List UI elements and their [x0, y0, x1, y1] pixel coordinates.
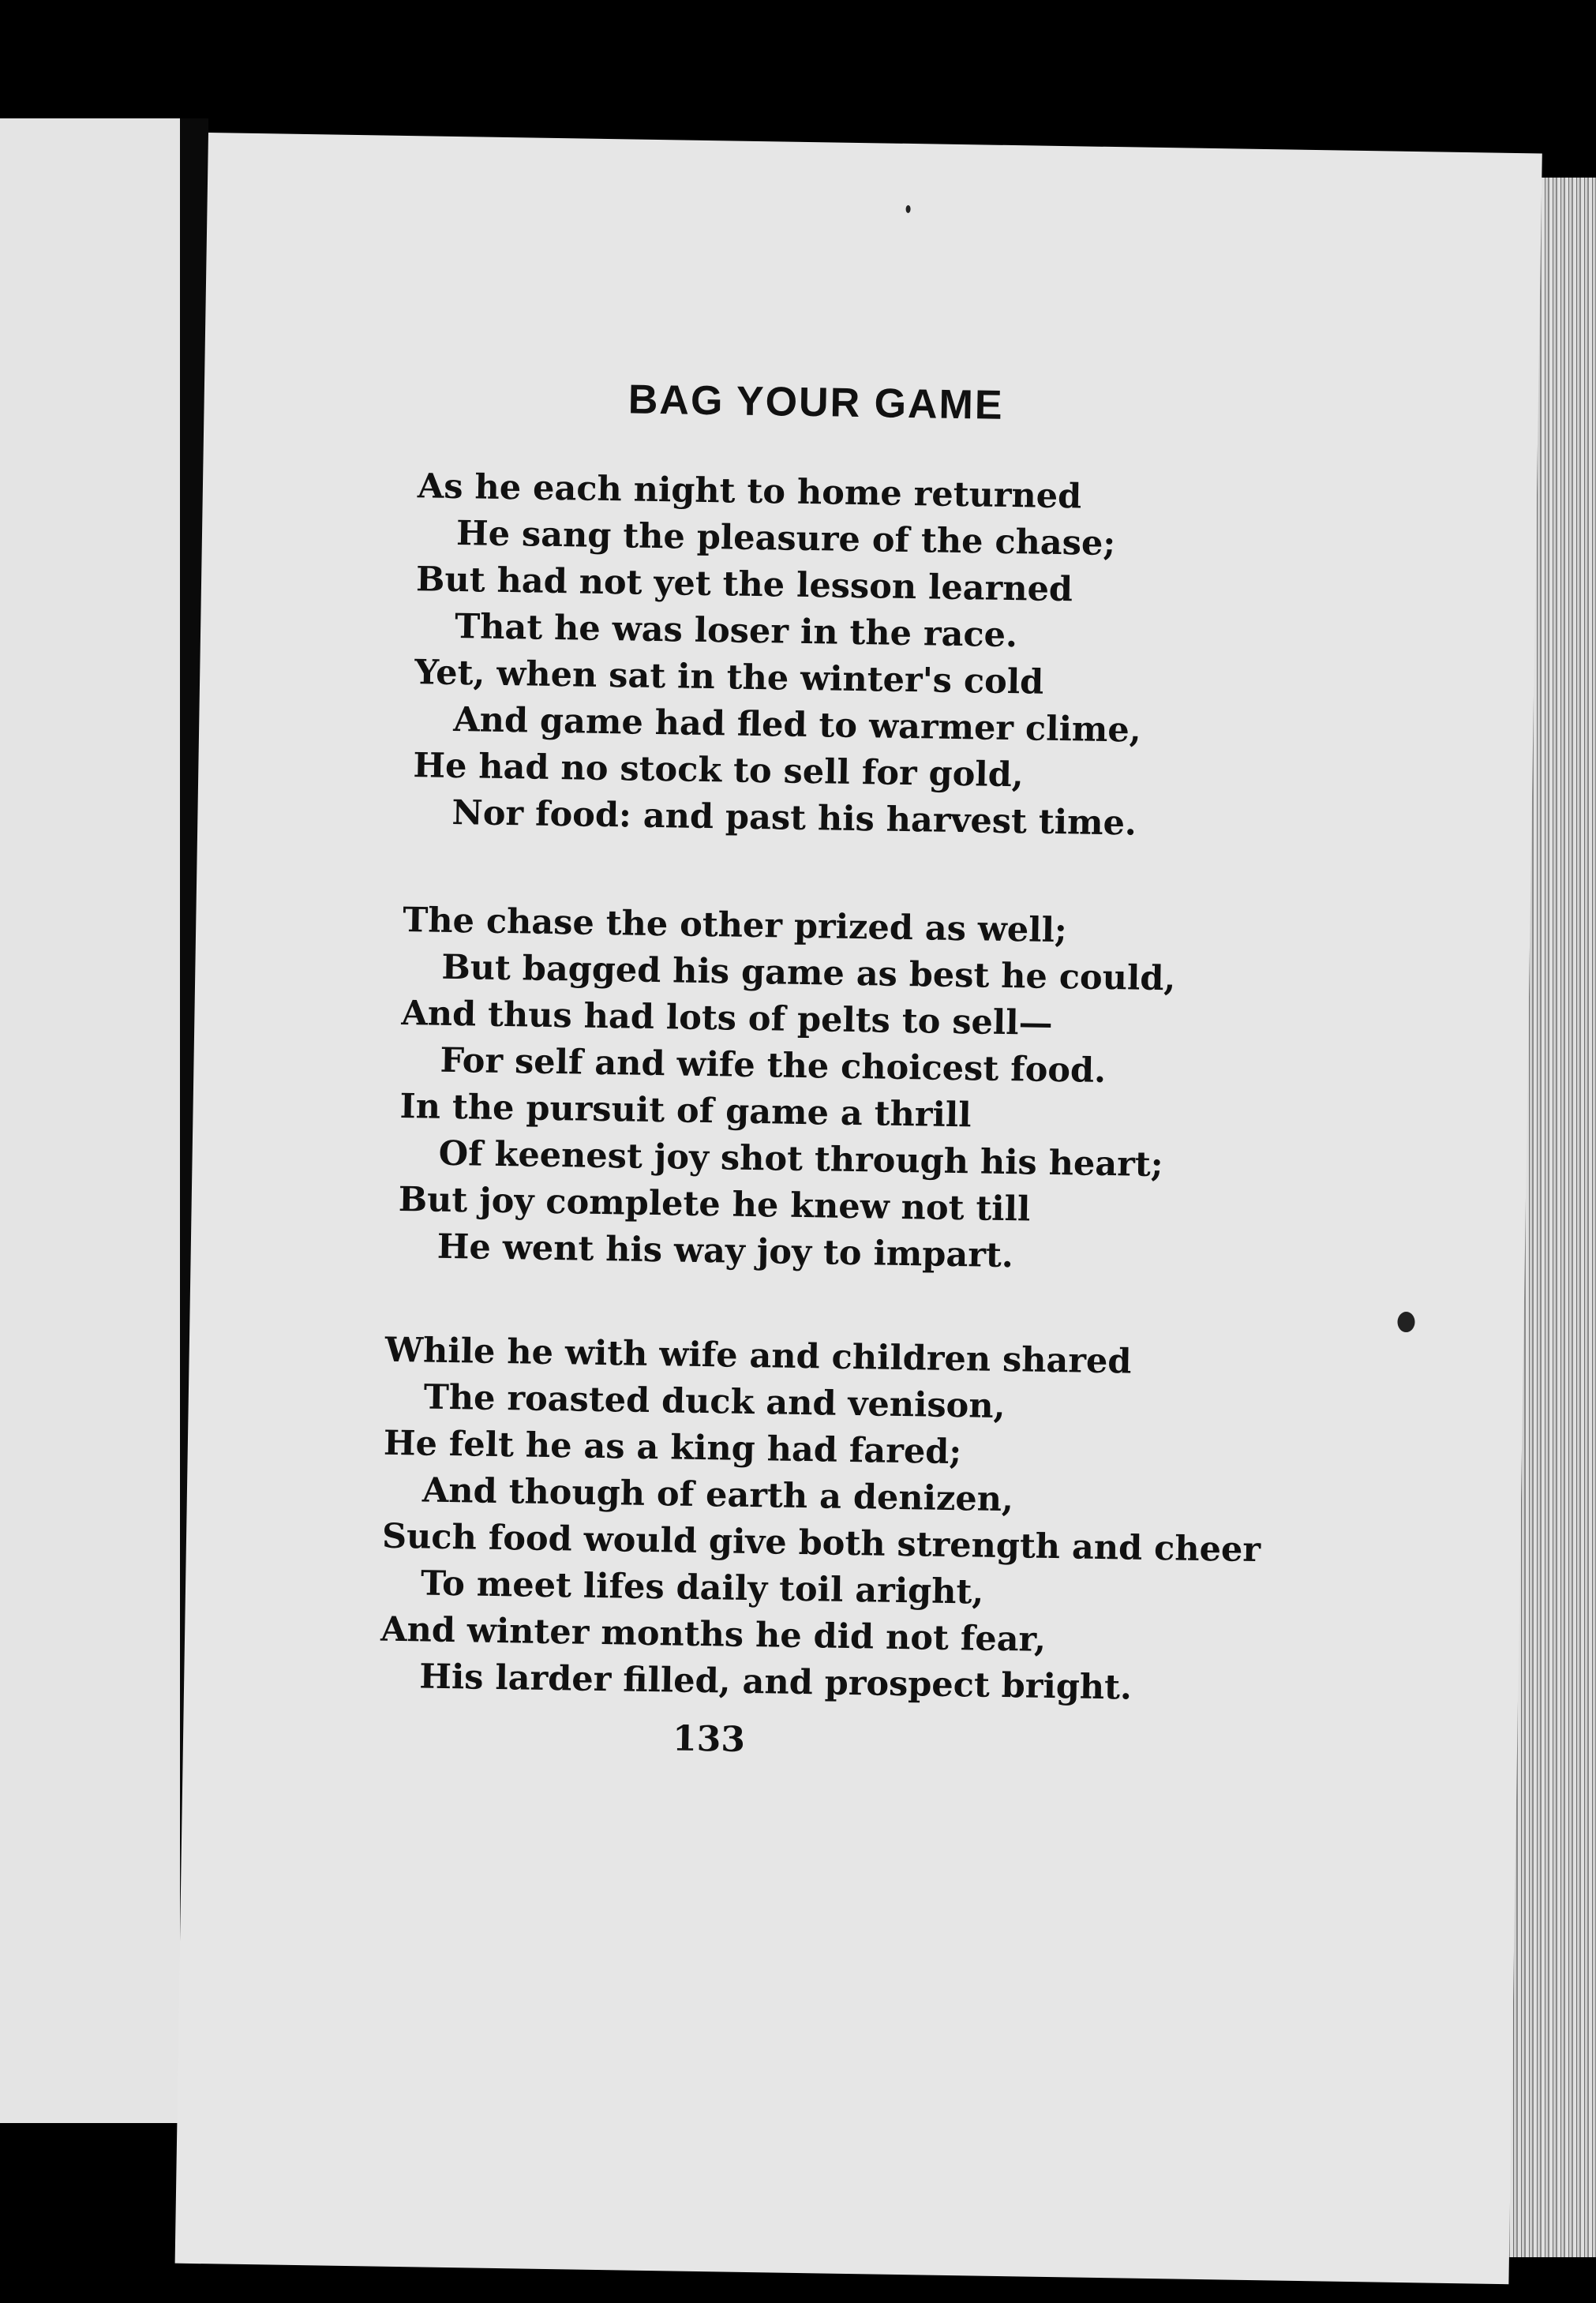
poem-line: But had not yet the lesson learned [415, 560, 1073, 610]
poem-line: To meet lifes daily toil aright, [420, 1563, 984, 1612]
page-number: 133 [672, 1718, 746, 1760]
poem-line: As he each night to home returned [417, 466, 1082, 517]
stanza-1 [412, 463, 1145, 847]
poem-line: He had no stock to sell for gold, [413, 746, 1025, 796]
poem-line: But bagged his game as best he could, [441, 947, 1176, 999]
poem-line: The chase the other prized as well; [402, 900, 1068, 951]
poem-line: His larder filled, and prospect bright. [418, 1657, 1133, 1708]
poem-line: And game had fled to warmer clime, [452, 699, 1142, 751]
stanza-3 [380, 1328, 1264, 1713]
book-page [175, 133, 1542, 2284]
poem-line: Nor food: and past his harvest time. [451, 792, 1137, 844]
poem-line: And thus had lots of pelts to sell— [401, 993, 1053, 1043]
poem-line: He sang the pleasure of the chase; [455, 513, 1116, 564]
poem-line: Such food would give both strength and cheer [381, 1516, 1261, 1571]
poem-line: But joy complete he knew not till [398, 1179, 1031, 1230]
poem-title: BAG YOUR GAME [628, 376, 1005, 429]
poem-line: In the pursuit of game a thrill [399, 1086, 972, 1136]
poem-line: The roasted duck and venison, [423, 1377, 1006, 1427]
poem-line: That he was loser in the race. [454, 606, 1018, 656]
poem-line: And though of earth a denizen, [421, 1470, 1014, 1520]
poem-line: While he with wife and children shared [384, 1330, 1132, 1382]
stanza-2 [397, 897, 1176, 1282]
ink-speck [1397, 1312, 1414, 1332]
poem-line: He felt he as a king had fared; [383, 1423, 962, 1473]
poem-line: For self and wife the choicest food. [440, 1040, 1107, 1092]
poem-line: And winter months he did not fear, [380, 1609, 1047, 1660]
poem-line: Yet, when sat in the winter's cold [414, 653, 1044, 702]
poem-line: Of keenest joy shot through his heart; [438, 1133, 1163, 1185]
ink-speck [906, 205, 911, 213]
poem-line: He went his way joy to impart. [436, 1226, 1014, 1276]
left-facing-page [0, 118, 180, 2123]
